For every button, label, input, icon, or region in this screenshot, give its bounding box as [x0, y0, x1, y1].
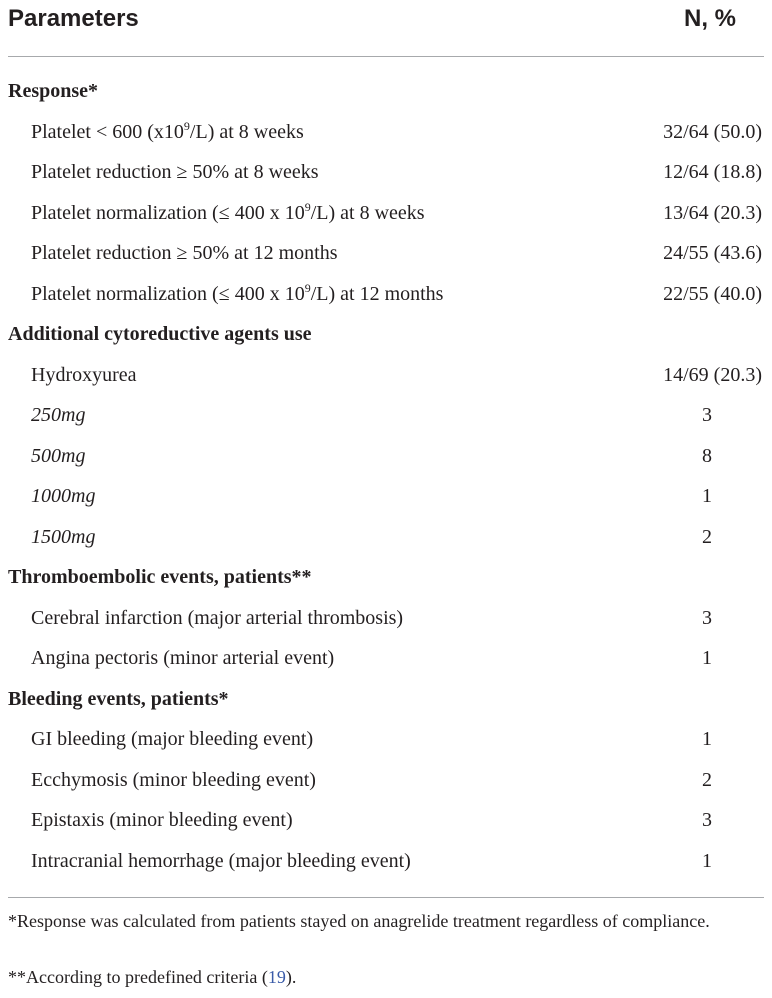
section-title: Response*: [8, 80, 99, 102]
row-value: 14/69 (20.3): [663, 363, 762, 386]
row-label-text-end: /L) at 12 months: [310, 282, 444, 305]
table-row: [0, 637, 772, 677]
section-title: Additional cytoreductive agents use: [8, 323, 312, 345]
row-label: 1000mg: [31, 485, 96, 507]
row-value: 13/64 (20.3): [663, 201, 762, 224]
footer-rule: [8, 897, 764, 898]
table-row: [0, 232, 772, 272]
row-label: Angina pectoris (minor arterial event): [31, 647, 335, 669]
section-header-row: [0, 556, 772, 596]
row-label: 1500mg: [31, 525, 96, 548]
row-label-text: Platelet < 600 (x10: [31, 120, 184, 143]
row-label: Hydroxyurea: [31, 363, 137, 386]
row-label-superscript: 9: [183, 118, 190, 133]
row-value: 32/64 (50.0): [663, 120, 762, 143]
table-row: [0, 718, 772, 758]
column-header-parameters: Parameters: [8, 5, 139, 32]
table-row: [0, 394, 772, 434]
row-label: Platelet reduction ≥ 50% at 12 months: [31, 242, 338, 264]
footnote-1: *Response was calculated from patients stayed on anagrelide treatment regardless of compliance.: [8, 911, 710, 931]
section-header-row: [0, 70, 772, 110]
section-header-row: [0, 313, 772, 353]
row-label: [31, 201, 425, 225]
table-row: [0, 435, 772, 475]
row-label: Ecchymosis (minor bleeding event): [31, 768, 316, 791]
row-value: 2: [702, 768, 712, 791]
row-label: [31, 120, 304, 144]
table-row: [0, 799, 772, 839]
row-value: 22/55 (40.0): [663, 282, 762, 305]
row-value: 3: [702, 809, 712, 831]
row-label: 500mg: [31, 444, 86, 467]
row-label: Cerebral infarction (major arterial thrombosis): [31, 606, 404, 629]
column-header-n-percent: N, %: [683, 5, 736, 32]
table-row: [0, 840, 772, 880]
row-value: 12/64 (18.8): [663, 161, 762, 183]
row-label: 250mg: [31, 404, 86, 426]
header-rule: [8, 56, 764, 57]
row-label-superscript: 9: [304, 280, 311, 295]
row-label-text-end: /L) at 8 weeks: [310, 201, 425, 224]
row-label: Intracranial hemorrhage (major bleeding event): [31, 849, 411, 872]
footnote-2-end: ).: [285, 967, 297, 987]
row-value: 1: [702, 728, 712, 750]
row-value: 3: [702, 404, 712, 426]
row-label-text-end: /L) at 8 weeks: [189, 120, 304, 143]
row-label: GI bleeding (major bleeding event): [31, 728, 314, 750]
row-label-text: Platelet normalization (≤ 400 x 10: [31, 201, 305, 224]
table-header: [0, 0, 772, 40]
section-title: Thromboembolic events, patients**: [8, 566, 312, 588]
row-value: 3: [702, 606, 712, 629]
table-row: [0, 192, 772, 232]
reference-link[interactable]: 19: [267, 967, 286, 987]
row-value: 8: [702, 444, 712, 467]
row-label: Platelet reduction ≥ 50% at 8 weeks: [31, 161, 319, 183]
footnote-2: [8, 965, 764, 989]
table-row: [0, 273, 772, 313]
table-row: [0, 151, 772, 191]
row-label: [31, 282, 443, 306]
table-row: [0, 759, 772, 799]
row-value: 24/55 (43.6): [663, 242, 762, 264]
row-value: 1: [702, 849, 712, 872]
table-row: [0, 516, 772, 556]
section-header-row: [0, 678, 772, 718]
row-label-text: Platelet normalization (≤ 400 x 10: [31, 282, 305, 305]
footnote-2-text: **According to predefined criteria (: [8, 967, 268, 987]
table-row: [0, 597, 772, 637]
table-row: [0, 475, 772, 515]
table-row: [0, 111, 772, 151]
row-value: 2: [702, 525, 712, 548]
row-value: 1: [702, 485, 712, 507]
row-value: 1: [702, 647, 712, 669]
row-label: Epistaxis (minor bleeding event): [31, 809, 293, 831]
section-title: Bleeding events, patients*: [8, 687, 229, 710]
row-label-superscript: 9: [304, 199, 311, 214]
table-row: [0, 354, 772, 394]
